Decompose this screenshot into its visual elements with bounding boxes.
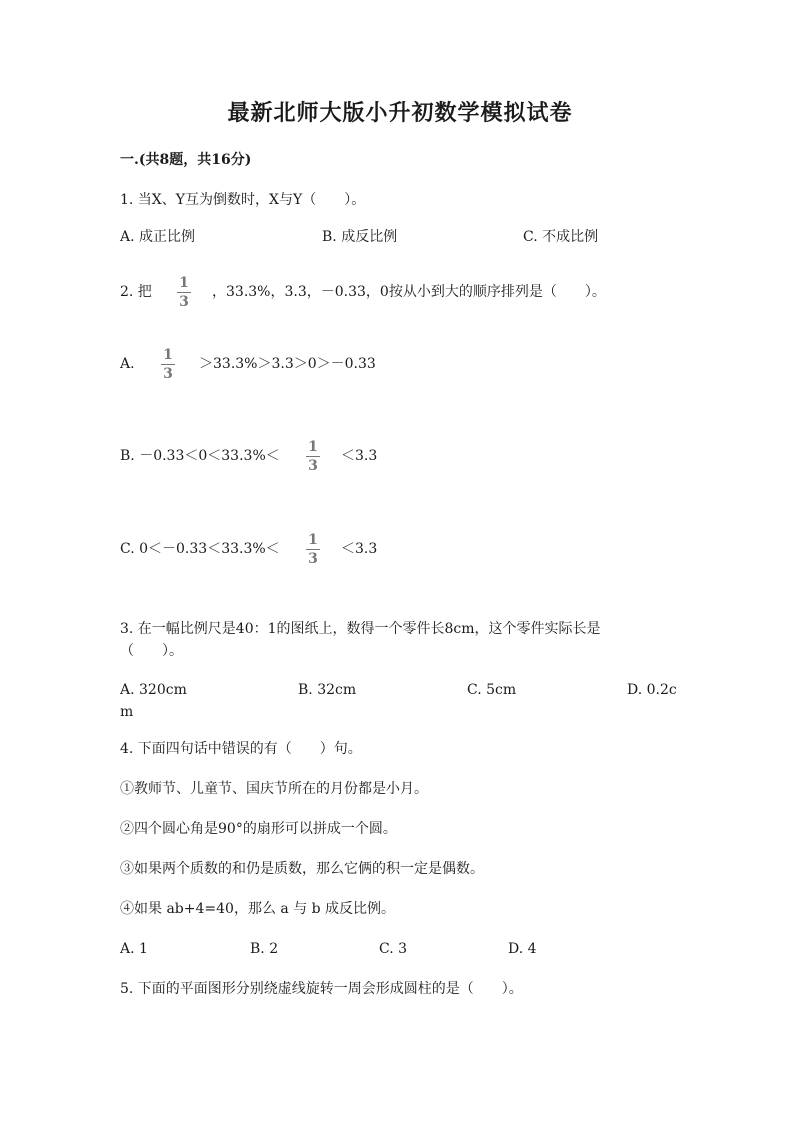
page-title: 最新北师大版小升初数学模拟试卷 [227, 100, 573, 126]
question-4-statement-3: ③如果两个质数的和仍是质数，那么它俩的积一定是偶数。 [120, 861, 484, 877]
question-3-option-a: A. 320cm [120, 682, 187, 698]
fraction-denominator: 3 [163, 366, 173, 382]
question-2-option-c-text: C. 0＜－0.33＜33.3%＜ [120, 541, 280, 557]
question-2-option-c-suffix: ＜3.3 [341, 541, 378, 557]
fraction-numerator: 1 [179, 275, 189, 291]
fraction-one-third [305, 533, 321, 566]
question-2-option-a-label: A. [120, 356, 135, 372]
question-4-option-d: D. 4 [508, 941, 537, 957]
question-3-option-b: B. 32cm [298, 682, 357, 698]
fraction-denominator: 3 [308, 458, 318, 474]
question-4-option-c: C. 3 [379, 941, 408, 957]
fraction-bar [306, 549, 320, 550]
question-4-statement-1: ①教师节、儿童节、国庆节所在的月份都是小月。 [120, 781, 428, 797]
question-4-option-b: B. 2 [250, 941, 279, 957]
fraction-one-third [176, 276, 192, 309]
question-1-stem: 1. 当X、Y互为倒数时，X与Y（ ）。 [120, 192, 366, 208]
fraction-denominator: 3 [179, 294, 189, 310]
question-2-option-a-text: ＞33.3%＞3.3＞0＞－0.33 [199, 356, 376, 372]
section-heading: 一.(共8题，共16分) [120, 152, 252, 168]
question-3-option-d-continued: m [120, 704, 134, 720]
question-5-stem: 5. 下面的平面图形分别绕虚线旋转一周会形成圆柱的是（ ）。 [120, 981, 523, 997]
fraction-bar [161, 364, 175, 365]
fraction-denominator: 3 [308, 551, 318, 567]
question-4-option-a: A. 1 [120, 941, 148, 957]
question-2-stem-suffix: ，33.3%，3.3，－0.33，0按从小到大的顺序排列是（ ）。 [212, 284, 606, 300]
fraction-numerator: 1 [308, 439, 318, 455]
question-3-stem-continued: （ ）。 [120, 643, 183, 659]
fraction-bar [306, 456, 320, 457]
question-4-stem: 4. 下面四句话中错误的有（ ）句。 [120, 741, 362, 757]
question-1-option-c: C. 不成比例 [523, 229, 599, 245]
question-3-option-d: D. 0.2c [627, 682, 677, 698]
question-2-option-b-suffix: ＜3.3 [341, 448, 378, 464]
question-4-statement-2: ②四个圆心角是90°的扇形可以拼成一个圆。 [120, 821, 397, 837]
fraction-one-third [305, 440, 321, 473]
question-1-option-b: B. 成反比例 [322, 229, 398, 245]
question-2-stem-prefix: 2. 把 [120, 284, 152, 300]
question-3-stem: 3. 在一幅比例尺是40：1的图纸上，数得一个零件长8cm，这个零件实际长是 [120, 621, 601, 637]
question-1-option-a: A. 成正比例 [120, 229, 196, 245]
fraction-numerator: 1 [308, 532, 318, 548]
fraction-numerator: 1 [163, 347, 173, 363]
question-3-option-c: C. 5cm [467, 682, 517, 698]
question-4-statement-4: ④如果 ab+4=40，那么 a 与 b 成反比例。 [120, 901, 396, 917]
fraction-bar [177, 292, 191, 293]
fraction-one-third [160, 348, 176, 381]
question-2-option-b-text: B. －0.33＜0＜33.3%＜ [120, 448, 280, 464]
